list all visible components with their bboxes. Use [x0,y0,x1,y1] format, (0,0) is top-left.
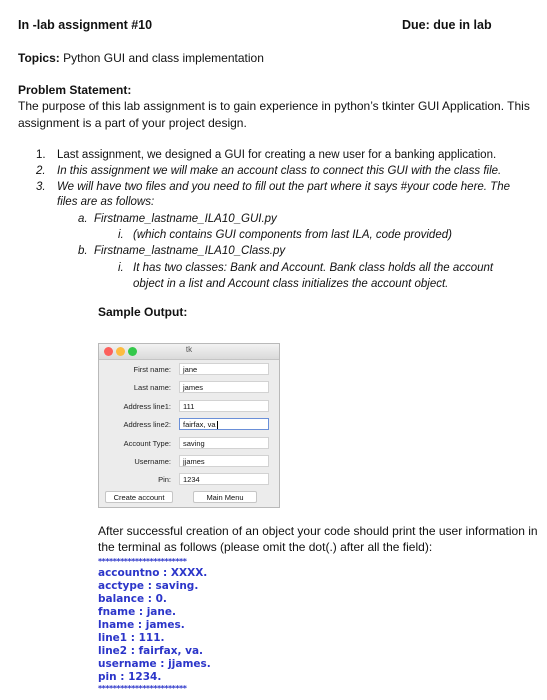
window-titlebar [99,344,279,360]
list-number: 3. [36,181,46,193]
list-text-continued: files are as follows: [57,196,155,208]
first-name-field[interactable]: jane [179,363,269,375]
pin-field[interactable]: 1234 [179,473,269,485]
main-menu-button[interactable]: Main Menu [193,491,257,503]
separator-stars-top: ************************ [98,557,187,566]
address-line1-field[interactable]: 111 [179,400,269,412]
file-name: Firstname_lastname_ILA10_Class.py [94,245,286,257]
instruction-text: After successful creation of an object your code should print the user information in the terminal as follows (please omit the dot(.) after all the field): [98,524,538,554]
pin-label: Pin: [158,475,171,484]
sublist-mark: a. [78,213,88,225]
list-text: In this assignment we will make an account class to connect this GUI with the class file. [57,165,502,177]
topics-line [18,51,264,65]
sublist-text: (which contains GUI components from last ILA, code provided) [133,229,452,241]
account-type-field[interactable]: saving [179,437,269,449]
output-line: username : jjames. [98,658,211,670]
separator-stars-bottom: ************************ [98,684,187,693]
first-name-label: First name: [133,365,171,374]
address-line2-field[interactable] [179,418,269,430]
problem-statement-heading: Problem Statement: [18,83,132,97]
output-line: balance : 0. [98,593,167,605]
create-account-button[interactable]: Create account [105,491,173,503]
sublist-text-continued: object in a list and Account class initializes the account object. [133,278,449,290]
username-field[interactable]: jjames [179,455,269,467]
topics-label: Topics: [18,51,60,65]
account-type-label: Account Type: [123,439,171,448]
address-line2-label: Address line2: [123,420,171,429]
output-line: line1 : 111. [98,632,165,644]
last-name-field[interactable]: james [179,381,269,393]
output-line: pin : 1234. [98,671,162,683]
list-text: We will have two files and you need to fill out the part where it says #your code here. The [57,181,511,193]
last-name-label: Last name: [133,383,171,392]
sublist-text: It has two classes: Bank and Account. Bank class holds all the account [133,262,494,274]
file-name: Firstname_lastname_ILA10_GUI.py [94,213,277,225]
window-title: tk [185,345,193,354]
text-cursor [217,421,218,429]
address-line2-value: fairfax, va [183,420,216,429]
problem-statement-text: The purpose of this lab assignment is to gain experience in python’s tkinter GUI Application. This assignment is a part of your project design. [18,99,530,130]
due-date: Due: due in lab [402,18,492,32]
output-line: acctype : saving. [98,580,199,592]
output-line: accountno : XXXX. [98,567,208,579]
topics-text: Python GUI and class implementation [59,51,264,65]
list-text: Last assignment, we designed a GUI for creating a new user for a banking application. [57,149,497,161]
username-label: Username: [134,457,171,466]
output-line: line2 : fairfax, va. [98,645,204,657]
list-number: 2. [36,165,46,177]
sample-output-heading: Sample Output: [98,305,188,319]
assignment-title: In -lab assignment #10 [18,18,153,32]
sublist-mark: b. [78,245,88,257]
sublist-mark: i. [118,229,124,241]
output-line: fname : jane. [98,606,176,618]
sublist-mark: i. [118,262,124,274]
output-line: lname : james. [98,619,185,631]
tk-window [98,343,280,508]
address-line1-label: Address line1: [123,402,171,411]
list-number: 1. [36,149,46,161]
